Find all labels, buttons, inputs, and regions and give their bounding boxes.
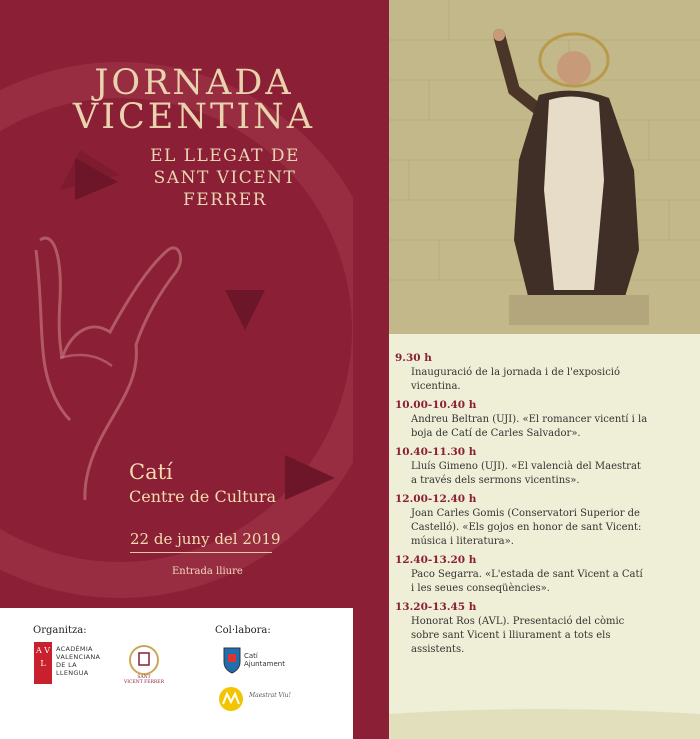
schedule-time: 10.00-10.40 h [395,399,477,411]
schedule-time: 13.20-13.45 h [395,601,477,613]
schedule-line: assistents. [411,644,465,655]
schedule-line: Inauguració de la jornada i de l'exposició [411,367,621,378]
avl-name [56,645,100,677]
schedule-item [395,492,691,549]
sant-vicent-logo [124,644,164,676]
statue-photo [389,0,700,334]
side-strip [353,0,389,739]
avl-name-line: LLENGUA [56,669,89,677]
avl-name-line: VALENCIANA [56,653,101,661]
cati-name-line: Catí [244,652,258,660]
schedule-line: música i literatura». [411,536,514,547]
avl-name-line: DE LA [56,661,77,669]
cati-name [244,652,285,668]
schedule-item [395,553,691,596]
schedule-line: Paco Segarra. «L'estada de sant Vicent a Catí [411,569,643,580]
schedule-item [395,351,691,394]
schedule-line: Honorat Ros (AVL). Presentació del còmic [411,616,625,627]
cati-name-line: Ajuntament [244,660,285,668]
title-panel [0,0,353,608]
maestrat-viu-logo [217,686,245,712]
event-date: 22 de juny del 2019 [130,530,281,548]
schedule-line: vicentina. [411,381,461,392]
event-title [66,63,322,137]
sant-vicent-name-line: VICENT FERRER [124,680,164,685]
sant-vicent-name [116,675,172,685]
collaborators-label: Col·labora: [215,625,271,636]
sant-vicent-name-line: SANT [137,675,151,680]
schedule-bottom-band [389,700,700,739]
schedule-time: 12.40-13.20 h [395,554,477,566]
schedule-line: a través dels sermons vicentins». [411,475,580,486]
venue-place: Centre de Cultura [129,487,277,506]
organizers-label: Organitza: [33,625,87,636]
avl-logo: A V L [34,642,52,684]
maestrat-viu-name: Maestrat Viu! [249,692,291,699]
schedule-line: Joan Carles Gomis (Conservatori Superior de [411,508,640,519]
schedule-line: sobre sant Vicent i lliurament a tots els [411,630,611,641]
schedule-line: boja de Catí de Carles Salvador». [411,428,581,439]
schedule-line: i les seues conseqüències». [411,583,550,594]
schedule-time: 9.30 h [395,352,432,364]
schedule-line: Lluís Gimeno (UJI). «El valencià del Maestrat [411,461,641,472]
entry-note: Entrada lliure [172,566,243,577]
schedule-item [395,445,691,488]
title-line-1: JORNADA [94,63,294,103]
date-divider [130,552,272,553]
avl-name-line: ACADÈMIA [56,645,93,653]
schedule-time: 10.40-11.30 h [395,446,477,458]
schedule-item [395,600,691,657]
venue-city: Catí [129,460,173,484]
venue [129,460,276,508]
statue-illustration [389,0,700,334]
subtitle-line-2: SANT VICENT FERRER [153,168,297,210]
title-line-2: VICENTINA [72,97,316,137]
schedule-time: 12.00-12.40 h [395,493,477,505]
schedule-list [395,351,691,661]
cati-coat-of-arms-icon [222,646,242,674]
schedule-line: Castelló). «Els gojos en honor de sant Vicent: [411,522,642,533]
event-subtitle [120,145,330,211]
subtitle-line-1: EL LLEGAT DE [150,146,300,166]
schedule-item [395,398,691,441]
schedule-line: Andreu Beltran (UJI). «El romancer vicentí i la [411,414,648,425]
